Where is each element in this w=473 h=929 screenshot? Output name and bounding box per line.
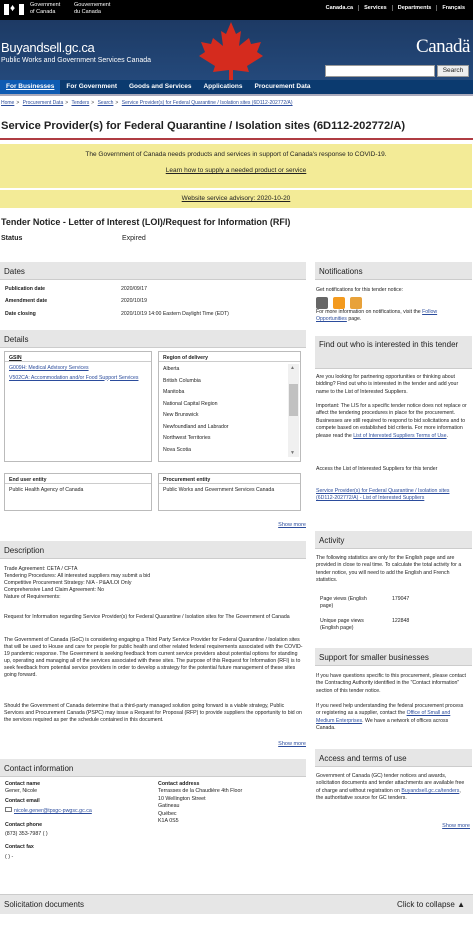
- region-item: New Brunswick: [163, 412, 199, 418]
- search-button[interactable]: Search: [437, 65, 469, 77]
- date-closing-label: Date closing: [5, 311, 36, 317]
- gsin-item-accommodation[interactable]: V502CA: Accommodation and/or Food Support Services: [9, 374, 139, 381]
- smaller-business-heading: Support for smaller businesses: [315, 648, 472, 666]
- covid-alert-text: The Government of Canada needs products and services in support of Canada's response to COVID-19.: [85, 151, 387, 158]
- region-box: [158, 351, 301, 462]
- page-views-label: Page views (English page): [320, 596, 367, 609]
- buyandsell-tenders-link[interactable]: Buyandsell.gc.ca/tenders: [401, 787, 460, 794]
- description-paragraph: Should the Government of Canada determine that a third-party managed solution going forward is a viable strategy, Public Services and Procurement Canada (PSPC) may issue a Request for Proposal (RFP) to provide suppliers the opportunity to bid on the services required as per the schedule contained in this document.: [4, 703, 302, 723]
- notifications-more: For more information on notifications, visit the Follow Opportunities page.: [316, 309, 438, 323]
- description-show-more-link[interactable]: Show more: [278, 741, 306, 747]
- interest-important: Important: The LIS for a specific tender notice does not replace or affect the tendering procedures in place for the procurement. Businesses are still required to respond to bid solicitations and to compete based on established bid criteria. For more information please read the List of Interested Suppliers Terms of Use.: [316, 403, 467, 439]
- gov-signature-fr: Gouvernement du Canada: [74, 2, 111, 15]
- canada-ca-link[interactable]: Canada.ca: [325, 5, 354, 11]
- nav-for-government[interactable]: For Government: [66, 83, 117, 90]
- end-user-value: Public Health Agency of Canada: [9, 487, 84, 493]
- unique-page-views-label: Unique page views (English page): [320, 618, 364, 631]
- activity-heading: Activity: [315, 531, 472, 549]
- federal-identity-bar: [0, 0, 473, 20]
- access-text: Government of Canada (GC) tender notices and awards, solicitation documents and tender attachments are available free of charge and without registration on Buyandsell.gc.ca/tenders, the authoritative source for GC tenders.: [316, 773, 465, 802]
- tender-type-heading: Tender Notice - Letter of Interest (LOI)/Request for Information (RFI): [1, 217, 291, 227]
- main-navigation: [0, 80, 473, 94]
- contact-phone-value: (873) 353-7987 ( ): [5, 831, 48, 838]
- address-line: Terrasses de la Chaudière 4th Floor: [158, 788, 243, 795]
- solicitation-documents-heading: Solicitation documents: [4, 900, 85, 909]
- search-input[interactable]: [325, 65, 435, 77]
- contact-heading: Contact information: [0, 759, 306, 777]
- contact-left-column: [5, 781, 153, 861]
- gov-signature-en: Government of Canada: [30, 2, 61, 15]
- date-closing-value: 2020/10/19 14:00 Eastern Daylight Time (EDT): [121, 311, 229, 317]
- fip-links: [321, 5, 470, 11]
- departments-link[interactable]: Departments: [392, 5, 437, 11]
- region-item: British Columbia: [163, 377, 201, 384]
- follow-opportunities-link[interactable]: Follow Opportunities: [316, 309, 438, 323]
- contact-fax-label: Contact fax: [5, 844, 34, 851]
- site-name[interactable]: Buyandsell.gc.ca: [1, 40, 95, 55]
- contact-address-column: [158, 781, 303, 825]
- region-item: Alberta: [163, 366, 180, 372]
- contact-email-label: Contact email: [5, 797, 40, 804]
- contact-email-link[interactable]: nicole.gener@tpsgc-pwgsc.gc.ca: [14, 808, 92, 815]
- smaller-business-p2: If you need help understanding the federal procurement process or registering as a supplier, contact the Office of Small and Medium Enterprises. We have a network of offices across Canada.: [316, 703, 464, 732]
- contact-fax-value: ( ) -: [5, 853, 14, 860]
- access-heading: Access and terms of use: [315, 749, 472, 767]
- lis-link[interactable]: Service Provider(s) for Federal Quarantine / Isolation sites (6D112-202772/A) - List of Interested Suppliers: [316, 488, 450, 502]
- breadcrumb-home[interactable]: Home: [1, 100, 15, 106]
- contact-name-label: Contact name: [5, 781, 41, 787]
- email-icon: [5, 807, 12, 812]
- page-title: Service Provider(s) for Federal Quarantine / Isolation sites (6D112-202772/A): [1, 120, 406, 132]
- osme-link[interactable]: Office of Small and Medium Enterprises: [316, 710, 451, 724]
- breadcrumb-procurement-data[interactable]: Procurement Data: [22, 100, 64, 106]
- notifications-text: Get notifications for this tender notice:: [316, 287, 404, 293]
- contact-phone-label: Contact phone: [5, 821, 43, 828]
- region-item: Nova Scotia: [163, 446, 191, 453]
- region-item: Newfoundland and Labrador: [163, 423, 229, 430]
- breadcrumb: Home > Procurement Data > Tenders > Search > Service Provider(s) for Federal Quarantine / Isolation sites (6D112-202772/A): [1, 100, 293, 106]
- website-advisory-link[interactable]: Website service advisory: 2020-10-20: [181, 195, 291, 202]
- rss-icon[interactable]: [333, 297, 345, 309]
- amendment-date-label: Amendment date: [5, 298, 48, 304]
- description-paragraph: The Government of Canada (GoC) is considering engaging a Third Party Service Provider for Federal Quarantine / Isolation sites that will be used to House and care for people for public health and other related federal requirements associated with the COVID-19 pandemic response. The Government is seeking feedback from current service providers about potential options for standing up, operating and managing all of the services associated with these sites. The purpose of this Request for Information (RFI) is to seek feedback from potential service providers in order to develop a strategy for the potential future management of these sites going forward.: [4, 637, 303, 678]
- title-rule: [0, 138, 473, 140]
- gsin-box: [4, 351, 152, 462]
- breadcrumb-search[interactable]: Search: [97, 100, 114, 106]
- site-subtitle: Public Works and Government Services Canada: [1, 57, 152, 64]
- procurement-entity-value: Public Works and Government Services Canada: [163, 487, 275, 493]
- nav-for-businesses[interactable]: For Businesses: [0, 80, 60, 94]
- scrollbar-thumb[interactable]: [289, 384, 298, 416]
- status-value: Expired: [122, 235, 146, 242]
- publication-date-value: 2020/09/17: [121, 286, 147, 292]
- region-scrollbar[interactable]: [288, 364, 299, 457]
- address-line: 10 Wellington Street: [158, 795, 206, 802]
- maple-leaf-icon: [195, 20, 267, 80]
- language-toggle-link[interactable]: Français: [436, 5, 470, 11]
- status-label: Status: [1, 235, 23, 242]
- contact-name-value: Gener, Nicole: [5, 788, 38, 795]
- address-line: K1A 0S5: [158, 818, 179, 825]
- contact-address-label: Contact address: [158, 781, 200, 787]
- description-heading: Description: [0, 541, 306, 559]
- canada-wordmark: Canadä: [416, 36, 470, 57]
- amendment-date-value: 2020/10/19: [121, 298, 147, 304]
- email-notification-icon[interactable]: [316, 297, 328, 309]
- interest-heading: Find out who is interested in this tender: [315, 336, 472, 369]
- access-show-more-link[interactable]: Show more: [442, 823, 470, 829]
- notification-icons: [316, 297, 362, 309]
- region-item: National Capital Region: [163, 400, 218, 407]
- nav-applications[interactable]: Applications: [203, 83, 243, 90]
- nav-divider: [0, 94, 473, 96]
- end-user-box: [4, 473, 152, 511]
- region-list[interactable]: [159, 362, 300, 456]
- rss-feed-icon[interactable]: [350, 297, 362, 309]
- region-item: Manitoba: [163, 389, 185, 395]
- collapse-toggle[interactable]: Click to collapse ▲: [397, 900, 465, 909]
- details-heading: Details: [0, 330, 306, 348]
- procurement-entity-heading: Procurement entity: [159, 474, 300, 484]
- region-heading: Region of delivery: [159, 352, 300, 362]
- smaller-business-p1: If you have questions specific to this procurement, please contact the Contracting Authority identified in the "Contact information" section of this tender notice.: [316, 673, 466, 694]
- page-views-value: 179047: [392, 596, 410, 602]
- region-item: Northwest Territories: [163, 435, 211, 441]
- description-paragraph: Request for Information regarding Service Provider(s) for Federal Quarantine / Isolation sites for The Government of Canada: [4, 614, 290, 620]
- unique-page-views-value: 122848: [392, 618, 410, 624]
- interest-lis-link-wrap: [316, 488, 469, 503]
- address-line: Québec: [158, 810, 177, 817]
- advisory-alert: [0, 190, 472, 208]
- breadcrumb-tenders[interactable]: Tenders: [71, 100, 90, 106]
- covid-alert: [0, 144, 472, 188]
- nav-procurement-data[interactable]: Procurement Data: [254, 83, 311, 90]
- covid-supply-link[interactable]: Learn how to supply a needed product or service: [165, 167, 307, 174]
- scroll-down-icon[interactable]: ▼: [290, 450, 295, 456]
- details-show-more-link[interactable]: Show more: [278, 522, 306, 528]
- solicitation-documents-bar[interactable]: [0, 894, 473, 914]
- procurement-entity-box: [158, 473, 301, 511]
- dates-heading: Dates: [0, 262, 306, 280]
- end-user-heading: End user entity: [5, 474, 151, 484]
- activity-text: The following statistics are only for the English page and are provided in close to real time. To calculate the total activity for a tender notice, you will need to add the English and French statistics.: [316, 555, 462, 584]
- description-summary: Trade Agreement: CETA / CFTA Tendering Procedures: All interested suppliers may submit a bid Competitive Procurement Strategy: N/A - P&A/LOI Only Comprehensive Land Claim Agreement: No Nature of Requirements:: [4, 566, 151, 600]
- publication-date-label: Publication date: [5, 286, 46, 292]
- canada-flag-icon: [4, 4, 24, 15]
- address-line: Gatineau: [158, 803, 180, 810]
- nav-goods-and-services[interactable]: Goods and Services: [128, 83, 192, 90]
- scroll-up-icon[interactable]: ▲: [290, 365, 295, 371]
- interest-access-text: Access the List of Interested Suppliers for this tender: [316, 466, 438, 472]
- breadcrumb-current[interactable]: Service Provider(s) for Federal Quarantine / Isolation sites (6D112-202772/A): [121, 100, 293, 106]
- lis-terms-link[interactable]: List of Interested Suppliers Terms of Use: [353, 432, 447, 439]
- gsin-item-medical[interactable]: G009H: Medical Advisory Services: [9, 365, 89, 371]
- site-banner: [0, 20, 473, 80]
- notifications-heading: Notifications: [315, 262, 472, 280]
- services-link[interactable]: Services: [358, 5, 392, 11]
- interest-paragraph: Are you looking for partnering opportunities or thinking about bidding? Find out who is interested in the tender and add your name to the List of Interested Suppliers.: [316, 374, 459, 395]
- gsin-heading[interactable]: GSIN: [5, 352, 151, 362]
